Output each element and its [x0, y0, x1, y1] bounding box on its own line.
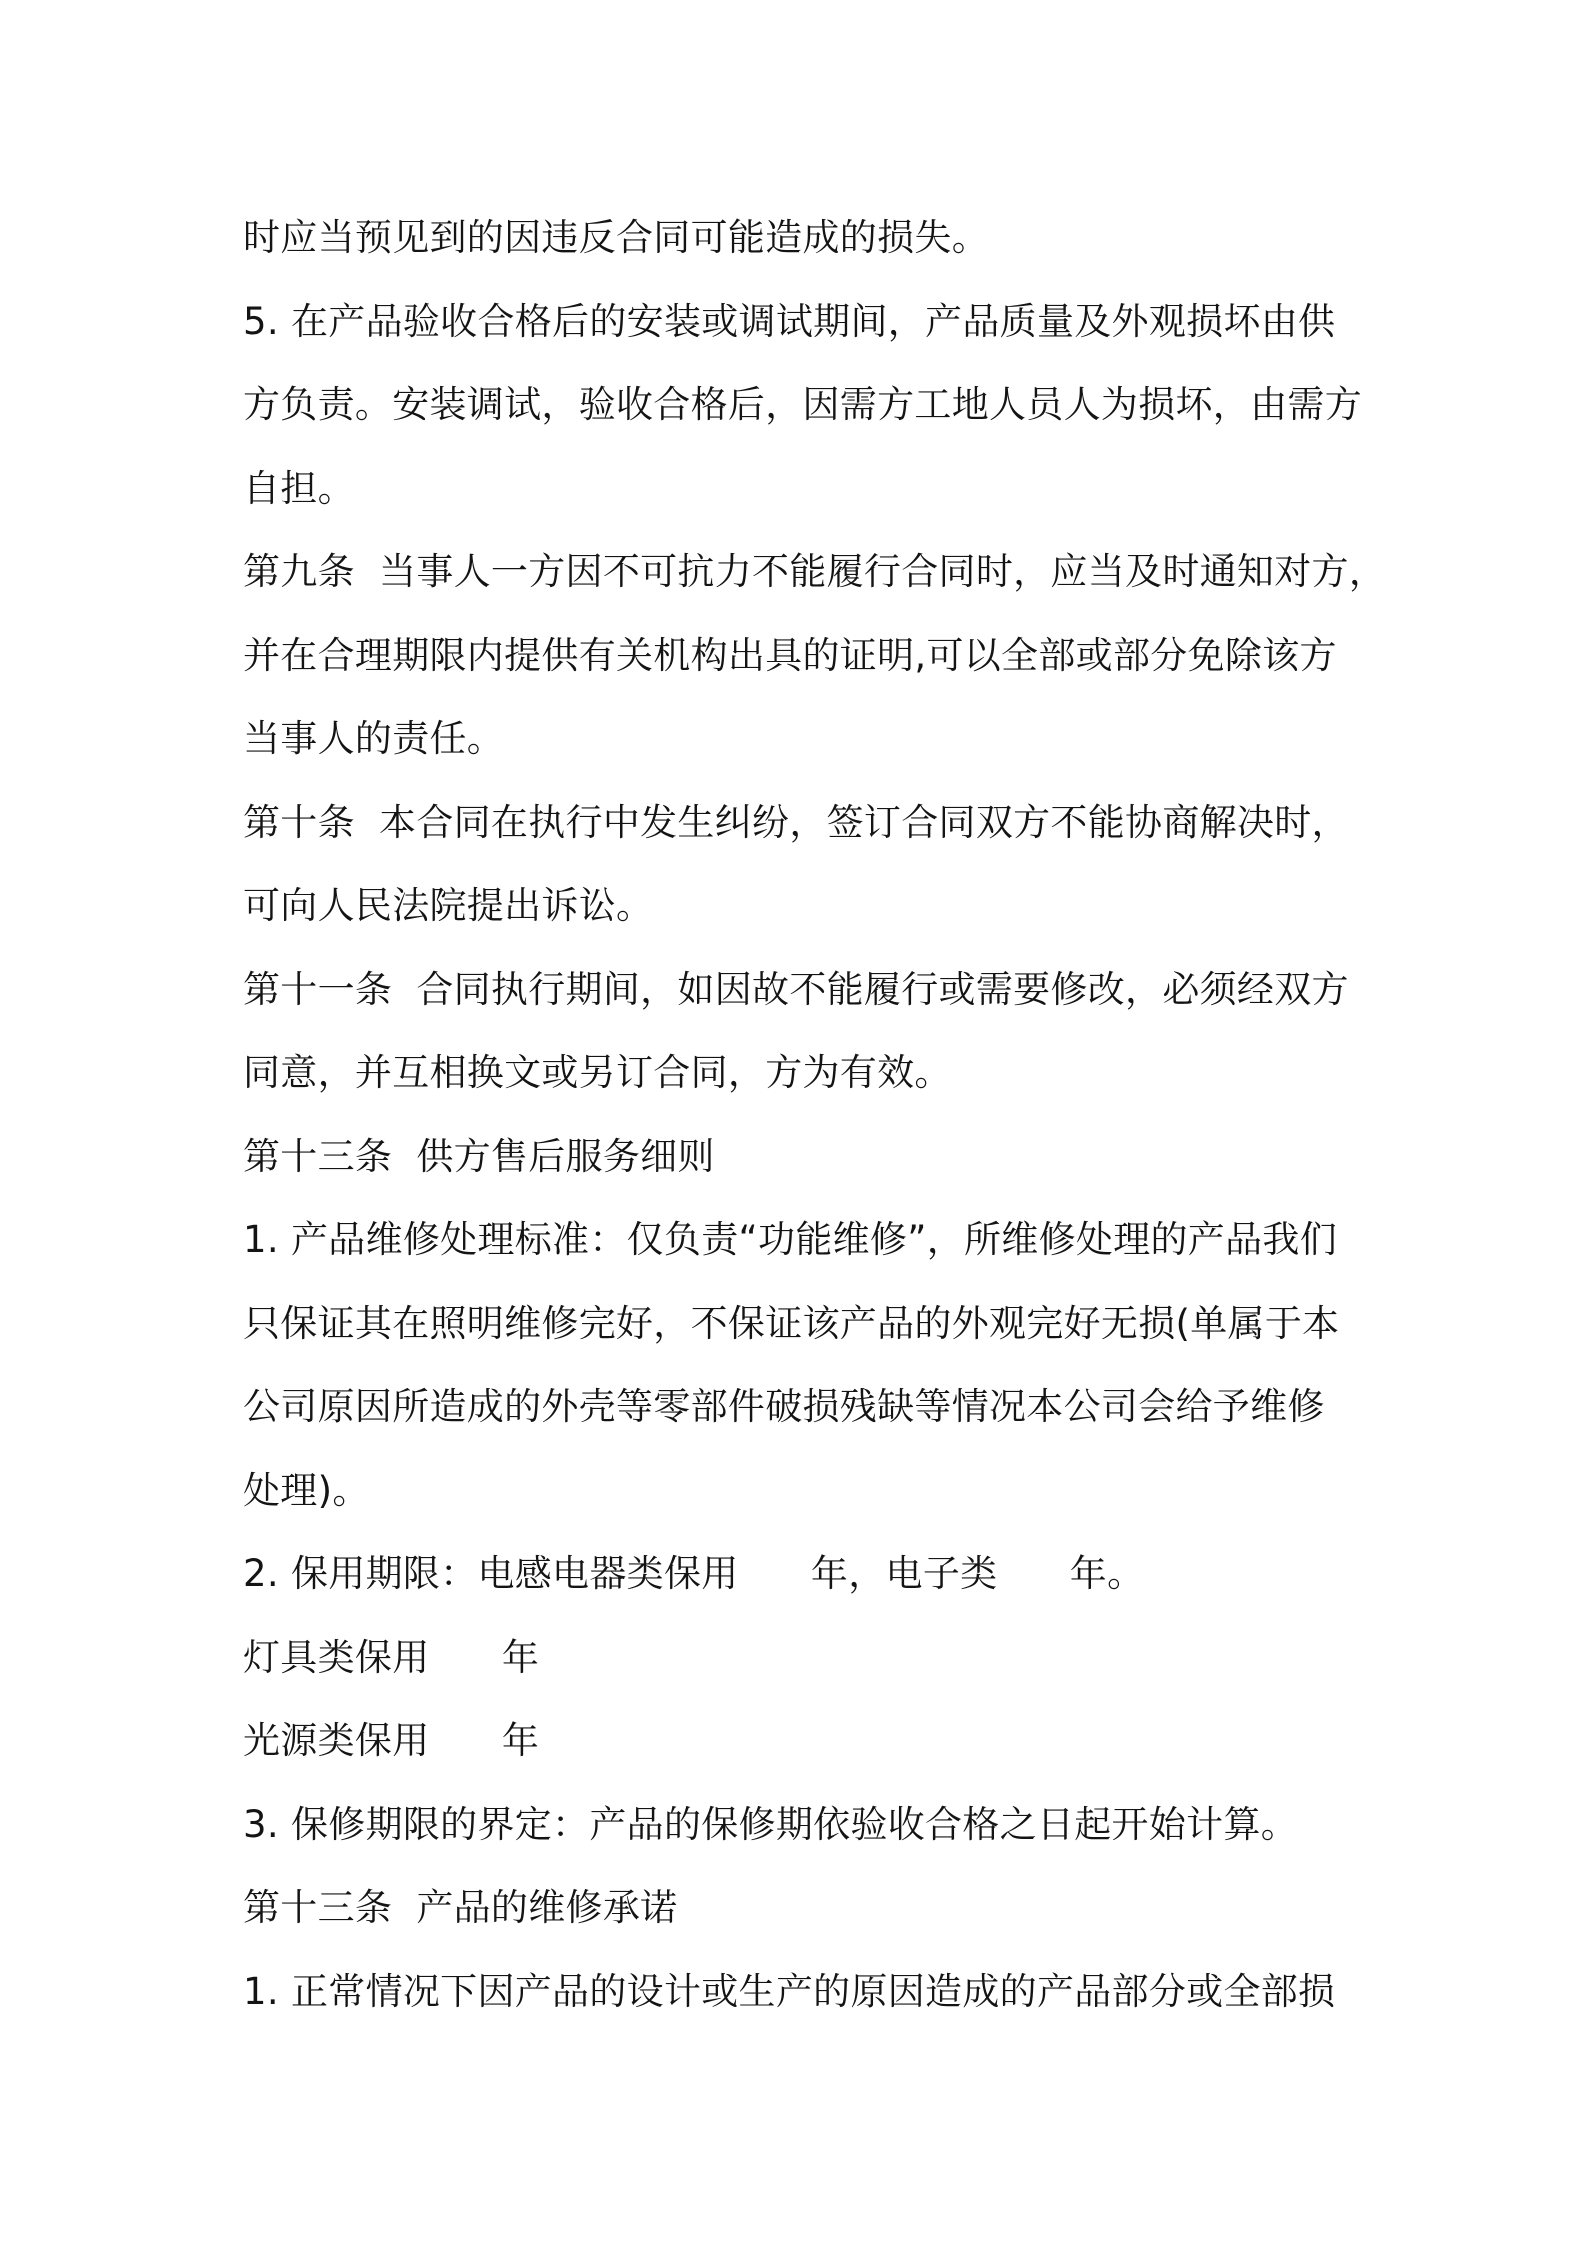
text-line: 光源类保用 年 — [243, 1719, 540, 1762]
text-line: 同意，并互相换文或另订合同，方为有效。 — [243, 1051, 952, 1094]
text-line: 1. 正常情况下因产品的设计或生产的原因造成的产品部分或全部损 — [243, 1969, 1336, 2013]
text-line: 只保证其在照明维修完好，不保证该产品的外观完好无损(单属于本 — [243, 1301, 1340, 1345]
text-line: 5. 在产品验收合格后的安装或调试期间，产品质量及外观损坏由供 — [243, 299, 1336, 343]
text-line: 时应当预见到的因违反合同可能造成的损失。 — [243, 216, 989, 259]
text-line: 方负责。安装调试，验收合格后，因需方工地人员人为损坏，由需方 — [243, 383, 1362, 426]
text-line: 3. 保修期限的界定：产品的保修期依验收合格之日起开始计算。 — [243, 1802, 1299, 1846]
text-line: 第十三条 供方售后服务细则 — [243, 1134, 715, 1178]
text-line: 自担。 — [243, 466, 355, 510]
text-line: 灯具类保用 年 — [243, 1635, 540, 1679]
contract-text — [243, 196, 1387, 2033]
text-line: 处理)。 — [243, 1468, 370, 1512]
text-line: 公司原因所造成的外壳等零部件破损残缺等情况本公司会给予维修 — [243, 1385, 1325, 1428]
text-line: 第十一条 合同执行期间，如因故不能履行或需要修改，必须经双方 — [243, 967, 1349, 1011]
text-line: 2. 保用期限：电感电器类保用 年，电子类 年。 — [243, 1552, 1145, 1595]
text-line: 第十条 本合同在执行中发生纠纷，签订合同双方不能协商解决时， — [243, 800, 1349, 844]
text-line: 可向人民法院提出诉讼。 — [243, 884, 654, 927]
text-line: 第九条 当事人一方因不可抗力不能履行合同时，应当及时通知对方， — [243, 550, 1387, 593]
text-line: 当事人的责任。 — [243, 717, 505, 760]
text-line: 并在合理期限内提供有关机构出具的证明,可以全部或部分免除该方 — [243, 633, 1337, 677]
text-line: 1. 产品维修处理标准：仅负责“功能维修”，所维修处理的产品我们 — [243, 1218, 1337, 1261]
text-line: 第十三条 产品的维修承诺 — [243, 1886, 678, 1929]
